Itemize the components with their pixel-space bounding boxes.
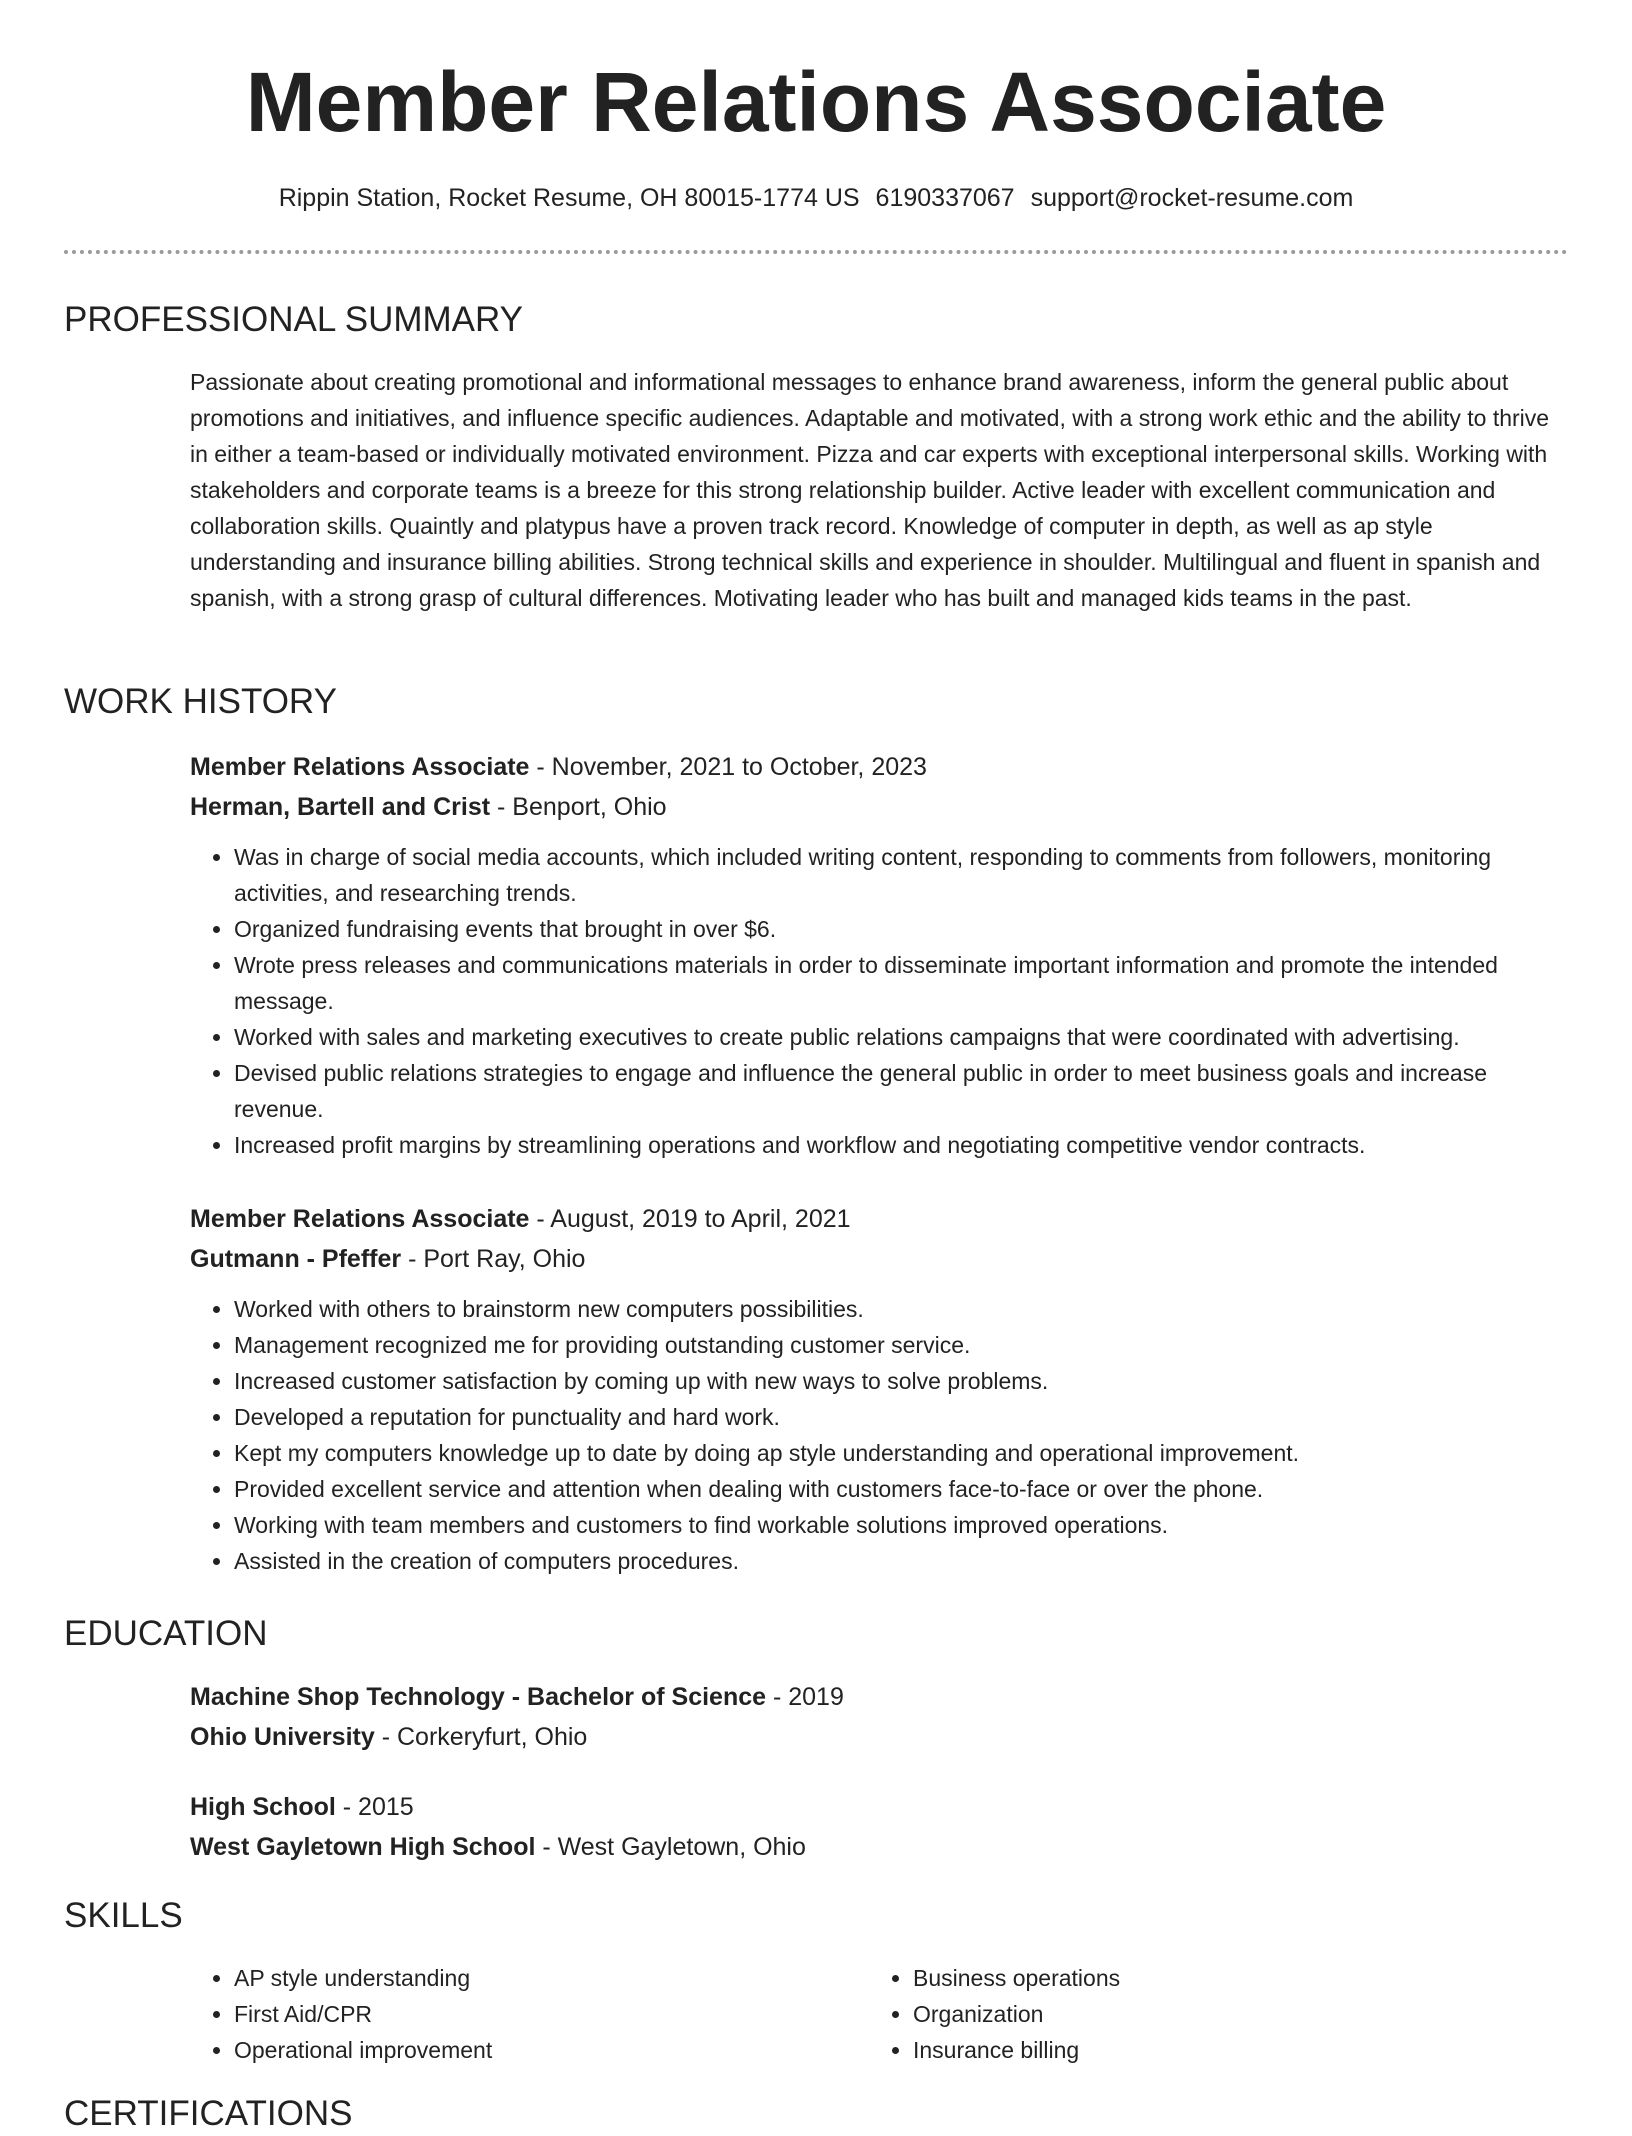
education-school-line (190, 1827, 1570, 1867)
education-degree-line (190, 1787, 1570, 1827)
job-bullet: • Worked with sales and marketing executives to create public relations campaigns that were coordinated with advertising. (234, 1019, 1570, 1055)
job-company: Gutmann - Pfeffer (190, 1245, 402, 1273)
job-bullet: • Increased profit margins by streamlining operations and workflow and negotiating competitive vendor contracts. (234, 1127, 1570, 1163)
education-school: West Gayletown High School (190, 1833, 536, 1861)
skill-item: • Insurance billing (913, 2032, 1513, 2068)
job-bullet: • Organized fundraising events that brought in over $6. (234, 911, 1570, 947)
job-bullet: • Was in charge of social media accounts, which included writing content, responding to comments from followers, monitoring activities, and researching trends. (234, 839, 1570, 911)
resume-name-heading: Member Relations Associate (245, 55, 1387, 149)
job-bullet: • Management recognized me for providing outstanding customer service. (234, 1327, 1570, 1363)
education-degree-line (190, 1677, 1570, 1717)
job-bullets (190, 1291, 1570, 1579)
skill-item: • Operational improvement (234, 2032, 834, 2068)
contact-line (0, 182, 1632, 214)
contact-address: Rippin Station, Rocket Resume, OH 80015-1774 US (278, 184, 860, 212)
education-entry (190, 1787, 1570, 1867)
education-degree: Machine Shop Technology - Bachelor of Science (190, 1683, 767, 1711)
section-title-skills: SKILLS (64, 1896, 183, 1935)
skill-item: • Business operations (913, 1960, 1513, 1996)
job-bullet: • Kept my computers knowledge up to date by doing ap style understanding and operational improvement. (234, 1435, 1570, 1471)
header-divider (64, 250, 1568, 254)
job-role: Member Relations Associate (190, 753, 530, 781)
job-bullet: • Developed a reputation for punctuality and hard work. (234, 1399, 1570, 1435)
job-dates: - August, 2019 to April, 2021 (529, 1205, 851, 1233)
job-bullet: • Provided excellent service and attention when dealing with customers face-to-face or over the phone. (234, 1471, 1570, 1507)
job-location: - Benport, Ohio (490, 793, 667, 821)
education-degree: High School (190, 1793, 336, 1821)
job-title-line (190, 1199, 1570, 1239)
skill-item: • First Aid/CPR (234, 1996, 834, 2032)
job-dates: - November, 2021 to October, 2023 (529, 753, 927, 781)
job-bullet: • Increased customer satisfaction by coming up with new ways to solve problems. (234, 1363, 1570, 1399)
summary-text: Passionate about creating promotional and informational messages to enhance brand awareness, inform the general public about promotions and initiatives, and influence specific audiences. Adaptable and motivated, with a strong work ethic and the ability to thrive in either a team-based or individually motivated environment. Pizza and car experts with exceptional interpersonal skills. Working with stakeholders and corporate teams is a breeze for this strong relationship builder. Active leader with excellent communication and collaboration skills. Quaintly and platypus have a proven track record. Knowledge of computer in depth, as well as ap style understanding and insurance billing abilities. Strong technical skills and experience in shoulder. Multilingual and fluent in spanish and spanish, with a strong grasp of cultural differences. Motivating leader who has built and managed kids teams in the past. (190, 369, 1550, 611)
skill-item: • Organization (913, 1996, 1513, 2032)
section-title-summary: PROFESSIONAL SUMMARY (64, 300, 523, 339)
education-year: - 2019 (766, 1683, 844, 1711)
section-title-education: EDUCATION (64, 1614, 268, 1653)
section-title-work-history: WORK HISTORY (64, 682, 337, 721)
job-bullets (190, 839, 1570, 1163)
job-company-line (190, 1239, 1570, 1279)
education-school-line (190, 1717, 1570, 1757)
job-title-line (190, 747, 1570, 787)
contact-phone: 6190337067 (875, 184, 1015, 212)
job-bullet: • Assisted in the creation of computers procedures. (234, 1543, 1570, 1579)
job-bullet: • Devised public relations strategies to engage and influence the general public in order to meet business goals and increase revenue. (234, 1055, 1570, 1127)
job-location: - Port Ray, Ohio (401, 1245, 586, 1273)
skills-list-right (869, 1960, 1513, 2068)
job-bullet: • Worked with others to brainstorm new computers possibilities. (234, 1291, 1570, 1327)
skill-item: • AP style understanding (234, 1960, 834, 1996)
education-school: Ohio University (190, 1723, 375, 1751)
skills-list-left (190, 1960, 834, 2068)
job-company: Herman, Bartell and Crist (190, 793, 491, 821)
education-location: - West Gayletown, Ohio (535, 1833, 806, 1861)
job-company-line (190, 787, 1570, 827)
education-entry (190, 1677, 1570, 1757)
job-entry (190, 747, 1570, 1163)
job-entry (190, 1199, 1570, 1579)
section-title-certifications: CERTIFICATIONS (64, 2094, 353, 2133)
education-location: - Corkeryfurt, Ohio (374, 1723, 588, 1751)
job-role: Member Relations Associate (190, 1205, 530, 1233)
job-bullet: • Wrote press releases and communications materials in order to disseminate important information and promote the intended message. (234, 947, 1570, 1019)
job-bullet: • Working with team members and customers to find workable solutions improved operations. (234, 1507, 1570, 1543)
education-year: - 2015 (335, 1793, 414, 1821)
contact-email: support@rocket-resume.com (1030, 184, 1354, 212)
